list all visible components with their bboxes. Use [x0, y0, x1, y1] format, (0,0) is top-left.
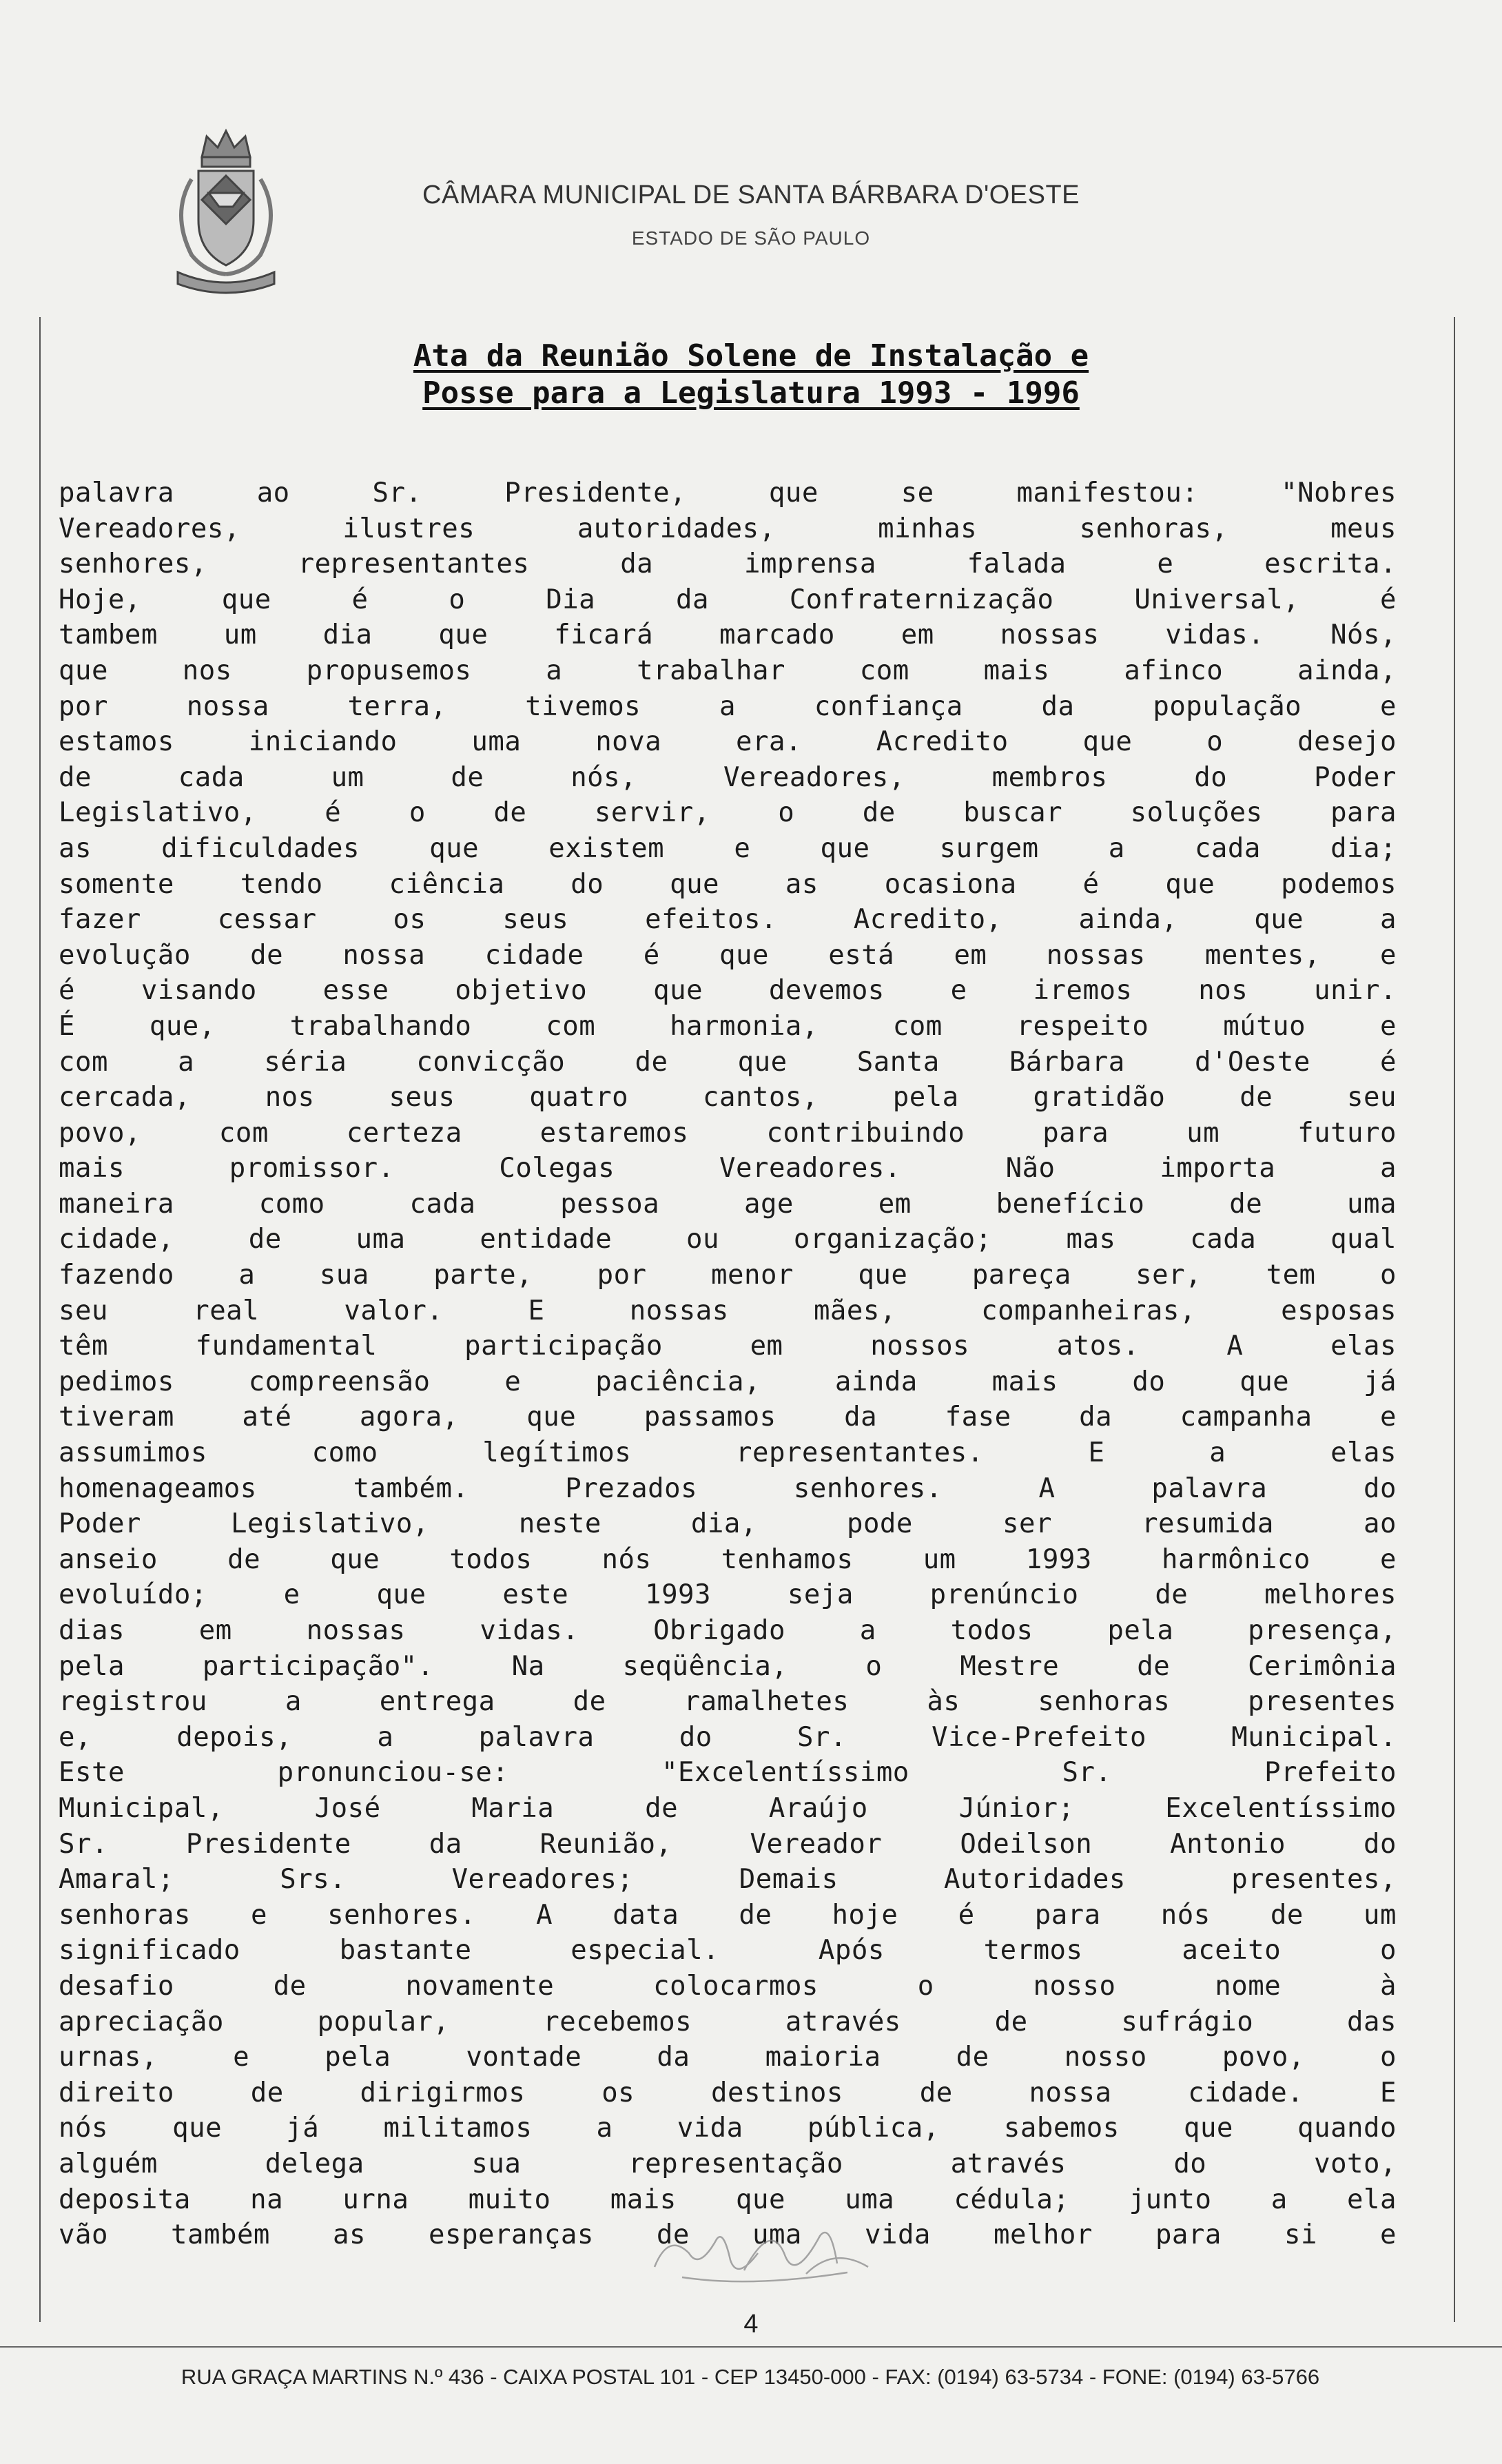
body-line: evolução de nossa cidade é que está em nossas mentes, e	[59, 939, 1397, 971]
body-line: Sr. Presidente da Reunião, Vereador Odeilson Antonio do	[59, 1828, 1397, 1860]
body-line: cidade, de uma entidade ou organização; mas cada qual	[59, 1224, 1397, 1255]
body-line: deposita na urna muito mais que uma cédula; junto a ela	[59, 2184, 1397, 2215]
body-line: Municipal, José Maria de Araújo Júnior; Excelentíssimo	[59, 1792, 1397, 1824]
body-line: alguém delega sua representação através do voto,	[59, 2148, 1397, 2179]
body-line: que nos propusemos a trabalhar com mais afinco ainda,	[59, 655, 1397, 686]
body-line: estamos iniciando uma nova era. Acredito que o desejo	[59, 726, 1397, 758]
body-line: maneira como cada pessoa age em benefício de uma	[59, 1188, 1397, 1220]
handwritten-signature-icon	[641, 2205, 889, 2294]
body-line: tambem um dia que ficará marcado em nossas vidas. Nós,	[59, 619, 1397, 651]
body-line: urnas, e pela vontade da maioria de nosso povo, o	[59, 2042, 1397, 2073]
body-line: anseio de que todos nós tenhamos um 1993 harmônico e	[59, 1543, 1397, 1575]
body-line: É que, trabalhando com harmonia, com respeito mútuo e	[59, 1010, 1397, 1042]
document-title-line-1: Ata da Reunião Solene de Instalação e	[413, 338, 1089, 373]
body-line: direito de dirigirmos os destinos de nossa cidade. E	[59, 2077, 1397, 2108]
document-title	[0, 338, 1502, 412]
body-line: é visando esse objetivo que devemos e iremos nos unir.	[59, 975, 1397, 1007]
body-line: fazendo a sua parte, por menor que pareça ser, tem o	[59, 1260, 1397, 1291]
body-line: registrou a entrega de ramalhetes às senhoras presentes	[59, 1686, 1397, 1718]
body-line: tiveram até agora, que passamos da fase da campanha e	[59, 1402, 1397, 1433]
body-line: com a séria convicção de que Santa Bárbara d'Oeste é	[59, 1046, 1397, 1078]
body-line: apreciação popular, recebemos através de sufrágio das	[59, 2006, 1397, 2037]
body-line: pela participação". Na seqüência, o Mestre de Cerimônia	[59, 1650, 1397, 1682]
body-line: palavra ao Sr. Presidente, que se manifestou: "Nobres	[59, 478, 1397, 509]
body-line: por nossa terra, tivemos a confiança da população e	[59, 690, 1397, 722]
body-line: Hoje, que é o Dia da Confraternização Universal, é	[59, 584, 1397, 615]
body-line: fazer cessar os seus efeitos. Acredito, ainda, que a	[59, 904, 1397, 936]
body-line: mais promissor. Colegas Vereadores. Não importa a	[59, 1153, 1397, 1184]
document-title-line-2: Posse para a Legislatura 1993 - 1996	[422, 376, 1080, 411]
body-line: têm fundamental participação em nossos atos. A elas	[59, 1331, 1397, 1362]
body-line: desafio de novamente colocarmos o nosso nome à	[59, 1970, 1397, 2002]
minutes-body-text	[59, 475, 1397, 2253]
body-line: senhoras e senhores. A data de hoje é para nós de um	[59, 1899, 1397, 1931]
footer-divider	[0, 2346, 1502, 2348]
body-line: as dificuldades que existem e que surgem a cada dia;	[59, 832, 1397, 864]
body-line: homenageamos também. Prezados senhores. A palavra do	[59, 1472, 1397, 1504]
body-line: dias em nossas vidas. Obrigado a todos pela presença,	[59, 1615, 1397, 1646]
body-line: povo, com certeza estaremos contribuindo para um futuro	[59, 1117, 1397, 1149]
body-line: seu real valor. E nossas mães, companheiras, esposas	[59, 1295, 1397, 1326]
body-line: pedimos compreensão e paciência, ainda mais do que já	[59, 1366, 1397, 1397]
body-line: cercada, nos seus quatro cantos, pela gratidão de seu	[59, 1082, 1397, 1113]
body-line: Legislativo, é o de servir, o de buscar soluções para	[59, 797, 1397, 829]
body-line: significado bastante especial. Após termos aceito o	[59, 1935, 1397, 1967]
body-line: senhores, representantes da imprensa falada e escrita.	[59, 548, 1397, 580]
body-line: Amaral; Srs. Vereadores; Demais Autoridades presentes,	[59, 1864, 1397, 1896]
body-line: Vereadores, ilustres autoridades, minhas senhoras, meus	[59, 513, 1397, 544]
page-number: 4	[743, 2310, 759, 2339]
body-line: assumimos como legítimos representantes. E a elas	[59, 1437, 1397, 1469]
body-line: e, depois, a palavra do Sr. Vice-Prefeito Municipal.	[59, 1721, 1397, 1753]
body-line: somente tendo ciência do que as ocasiona é que podemos	[59, 868, 1397, 900]
institution-state: ESTADO DE SÃO PAULO	[631, 227, 871, 249]
body-line: Este pronunciou-se: "Excelentíssimo Sr. Prefeito	[59, 1757, 1397, 1789]
institution-name: CÂMARA MUNICIPAL DE SANTA BÁRBARA D'OESTE	[422, 181, 1080, 209]
body-line: vão também as esperanças de uma vida melhor para si e	[59, 2219, 1397, 2251]
body-line: Poder Legislativo, neste dia, pode ser resumida ao	[59, 1508, 1397, 1540]
right-margin-line	[1454, 317, 1455, 2322]
body-line: evoluído; e que este 1993 seja prenúncio de melhores	[59, 1579, 1397, 1611]
left-margin-line	[39, 317, 41, 2322]
footer-address: RUA GRAÇA MARTINS N.º 436 - CAIXA POSTAL 101 - CEP 13450-000 - FAX: (0194) 63-5734 - FONE: (0194) 63-5766	[181, 2365, 1320, 2389]
body-line: nós que já militamos a vida pública, sabemos que quando	[59, 2113, 1397, 2144]
body-line: de cada um de nós, Vereadores, membros do Poder	[59, 761, 1397, 793]
coat-of-arms-icon	[164, 124, 288, 296]
